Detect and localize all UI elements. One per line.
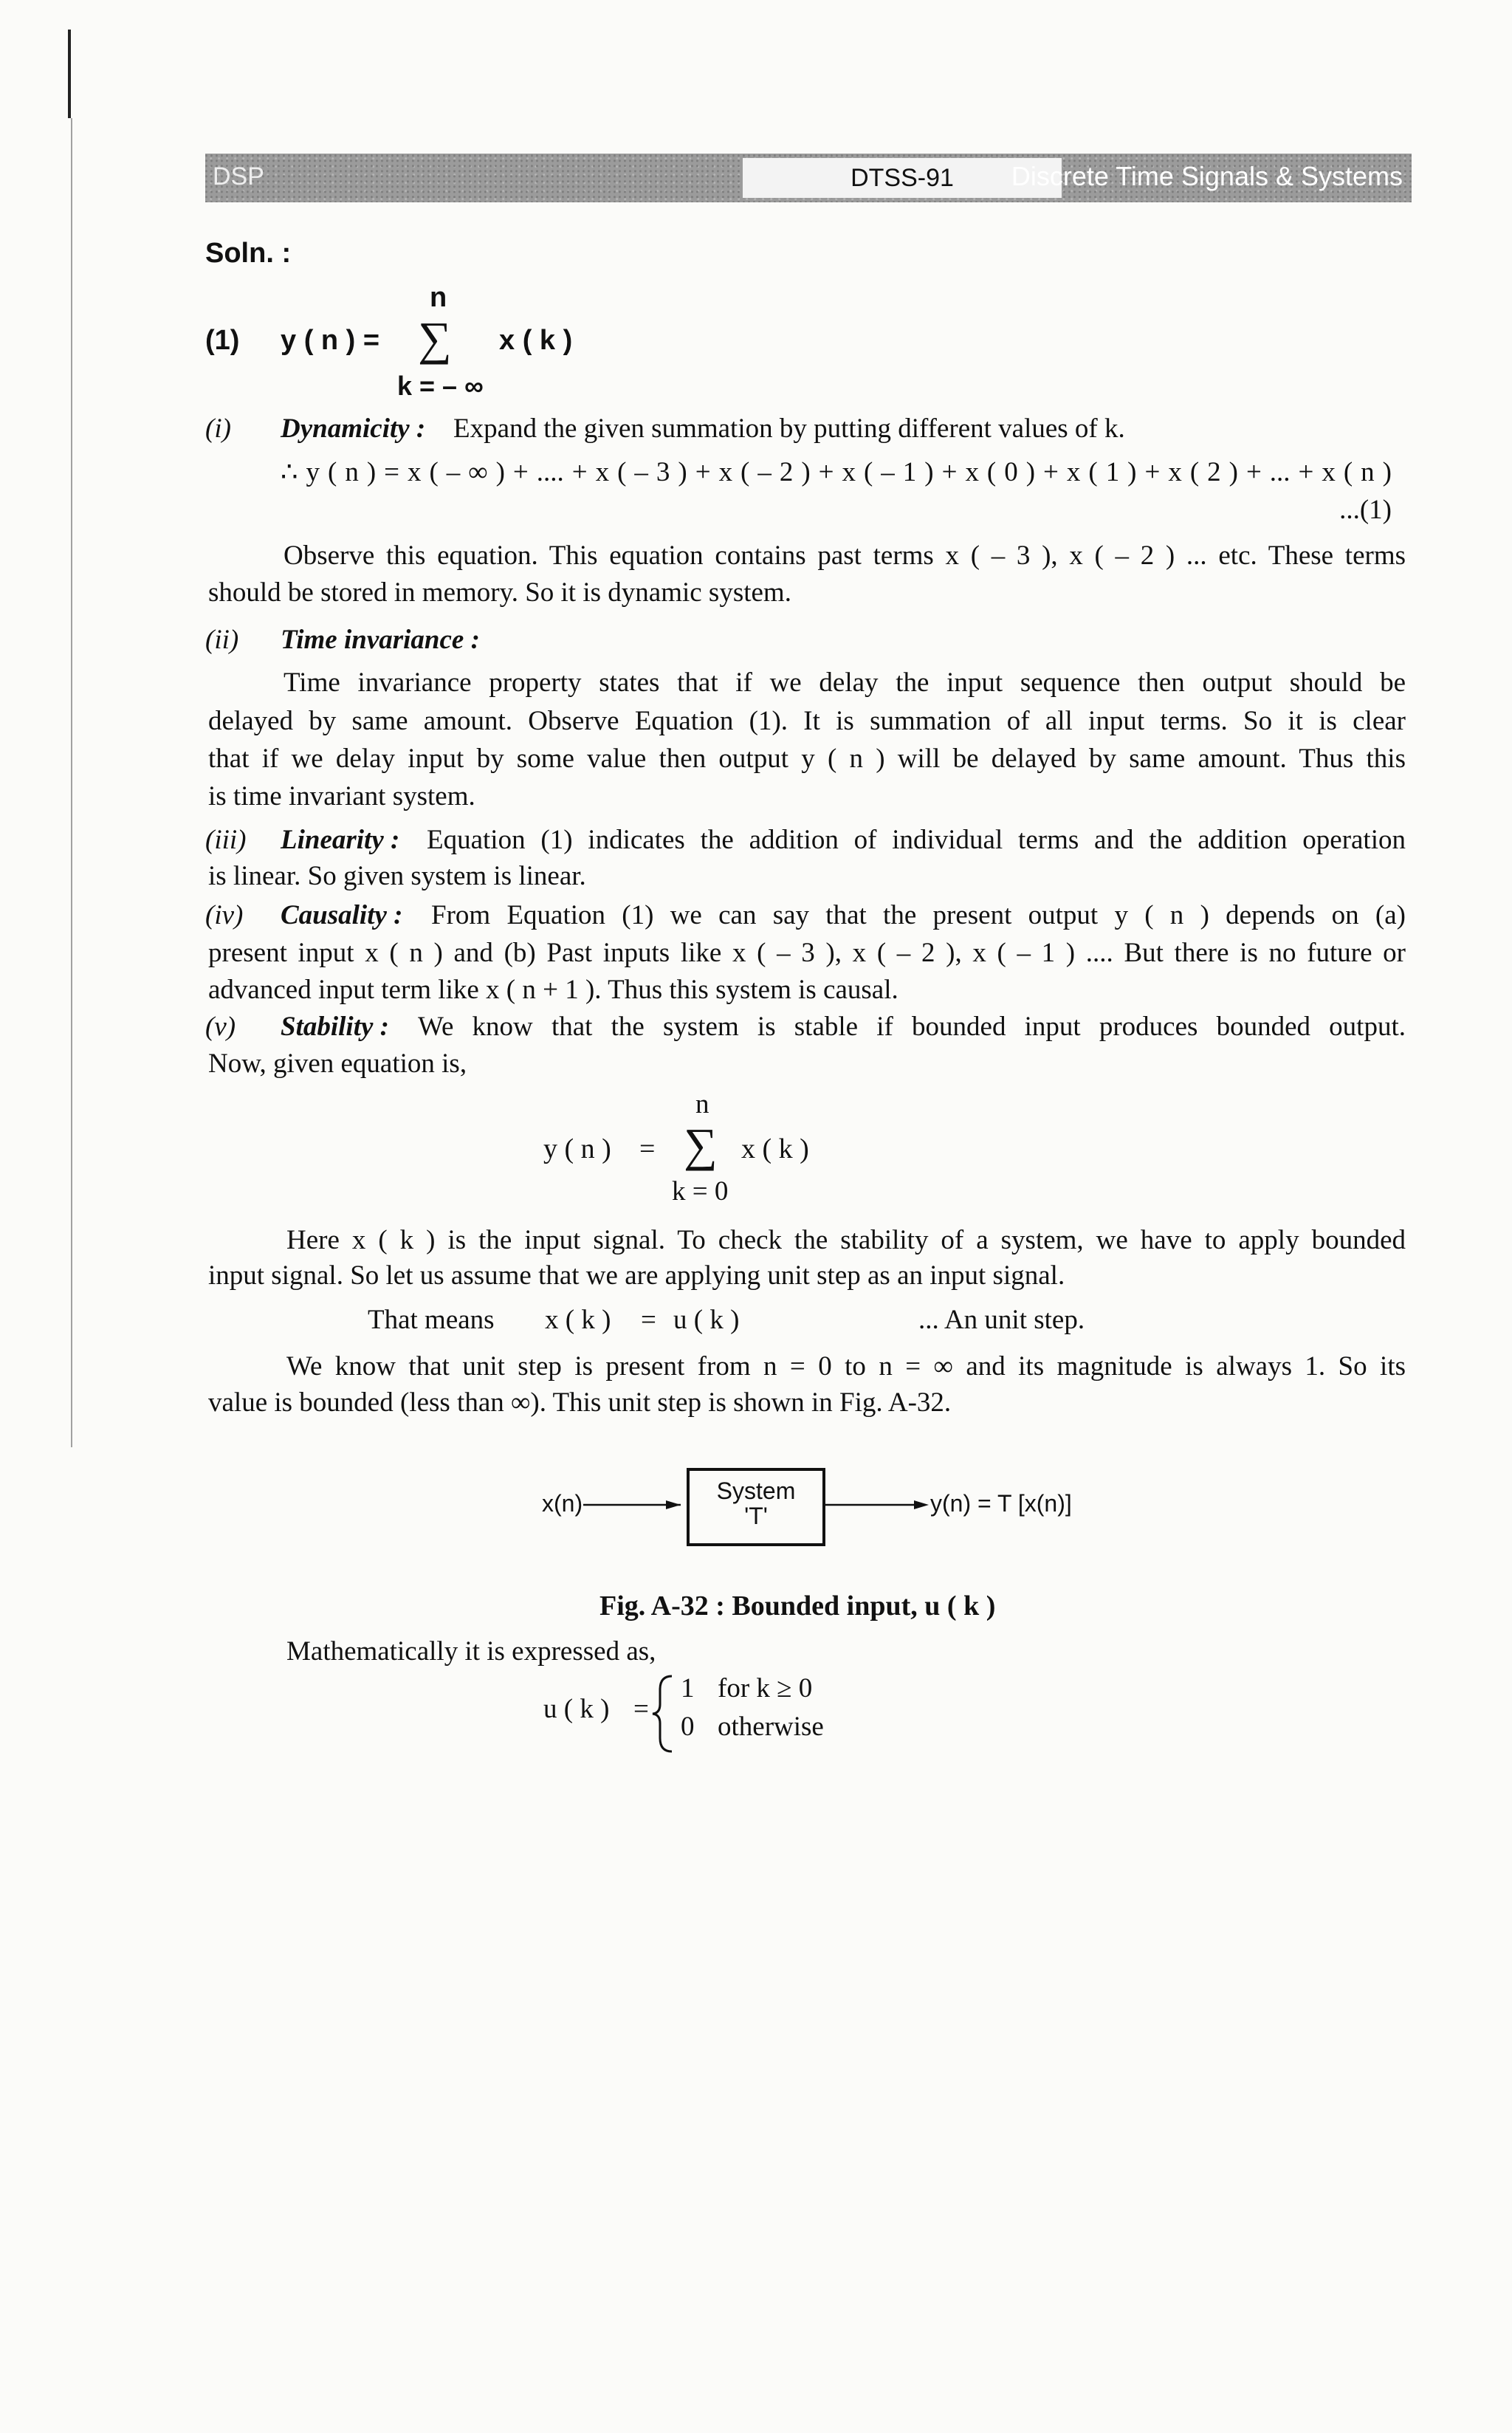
eq2-lower: k = 0 (672, 1176, 729, 1207)
eq2-lhs: y ( n ) (543, 1133, 611, 1164)
that-means-note: ... An unit step. (918, 1305, 1085, 1335)
eq1-term: x ( k ) (499, 325, 573, 356)
that-means-label: That means (368, 1305, 495, 1335)
fig-output-label: y(n) = T [x(n)] (930, 1490, 1072, 1517)
eq2-sum-symbol: ∑ (684, 1119, 718, 1171)
dynamicity-text: Expand the given summation by putting different values of k. (453, 413, 1125, 444)
stability-line2: Now, given equation is, (208, 1049, 467, 1079)
that-means-equals: = (641, 1305, 656, 1335)
here-para-line1: Here x ( k ) is the input signal. To check the stability of a system, we have to apply bounded (286, 1225, 1406, 1255)
system-box-label (688, 1478, 824, 1528)
eq2-term: x ( k ) (741, 1133, 809, 1164)
stability-number: (v) (205, 1012, 236, 1042)
causality-line2: present input x ( n ) and (b) Past inputs like x ( – 3 ), x ( – 2 ), x ( – 1 ) .... But there is no future or (208, 938, 1406, 968)
input-arrowhead (666, 1500, 681, 1509)
linearity-line2: is linear. So given system is linear. (208, 861, 586, 891)
case1-condition: for k ≥ 0 (718, 1673, 813, 1703)
time-invariance-line2: delayed by same amount. Observe Equation (1). It is summation of all input terms. So it is clear (208, 706, 1406, 736)
dynamicity-para-line2: should be stored in memory. So it is dynamic system. (208, 577, 791, 608)
output-arrowhead (914, 1500, 929, 1509)
piecewise-brace (650, 1673, 679, 1754)
eq1-number: (1) (205, 325, 240, 356)
causality-line3: advanced input term like x ( n + 1 ). Thus this system is causal. (208, 975, 898, 1005)
dynamicity-number: (i) (205, 413, 231, 444)
system-box-line1: System (716, 1478, 796, 1504)
page-header-band (205, 154, 1412, 202)
case2-value: 0 (681, 1712, 695, 1742)
time-invariance-line3: that if we delay input by some value then output y ( n ) will be delayed by same amount. Thus this (208, 744, 1406, 774)
case1-value: 1 (681, 1673, 695, 1703)
system-box-line2: 'T' (744, 1503, 768, 1529)
stability-heading: Stability : (281, 1012, 389, 1042)
stability-line1: We know that the system is stable if bounded input produces bounded output. (418, 1012, 1406, 1042)
binding-shadow (71, 118, 72, 1447)
eq1-upper: n (430, 282, 447, 313)
math-equals: = (633, 1694, 649, 1724)
eq2-upper: n (695, 1089, 709, 1119)
here-para-line2: input signal. So let us assume that we are applying unit step as an input signal. (208, 1260, 1065, 1291)
case2-condition: otherwise (718, 1712, 824, 1742)
math-intro: Mathematically it is expressed as, (286, 1636, 656, 1667)
eq1-lhs: y ( n ) = (281, 325, 380, 356)
figure-caption: Fig. A-32 : Bounded input, u ( k ) (599, 1590, 996, 1622)
causality-number: (iv) (205, 900, 244, 930)
causality-heading: Causality : (281, 900, 403, 930)
time-invariance-line4: is time invariant system. (208, 781, 475, 811)
soln-label: Soln. : (205, 238, 292, 269)
header-left-tag: DSP (213, 162, 264, 191)
fig-input-label: x(n) (542, 1490, 583, 1517)
eq1-lower: k = – ∞ (397, 371, 484, 401)
causality-line1: From Equation (1) we can say that the present output y ( n ) depends on (a) (431, 900, 1406, 930)
that-means-rhs: u ( k ) (673, 1305, 740, 1335)
chapter-title: Discrete Time Signals & Systems (1011, 161, 1403, 191)
unit-step-para-line1: We know that unit step is present from n = 0 to n = ∞ and its magnitude is always 1. So its (286, 1351, 1406, 1382)
equation-tag-1: ...(1) (1339, 495, 1392, 525)
eq1-sum-symbol: ∑ (418, 312, 452, 365)
linearity-number: (iii) (205, 825, 247, 855)
linearity-heading: Linearity : (281, 825, 400, 855)
unit-step-para-line2: value is bounded (less than ∞). This unit step is shown in Fig. A-32. (208, 1387, 952, 1418)
time-invariance-line1: Time invariance property states that if we delay the input sequence then output should be (284, 668, 1406, 698)
dynamicity-expansion: ∴ y ( n ) = x ( – ∞ ) + .... + x ( – 3 ) + x ( – 2 ) + x ( – 1 ) + x ( 0 ) + x ( 1 ) + x ( 2 ) + ... + x ( n ) (281, 457, 1392, 487)
linearity-line1: Equation (1) indicates the addition of individual terms and the addition operation (427, 825, 1406, 855)
dynamicity-heading: Dynamicity : (281, 413, 426, 444)
math-lhs: u ( k ) (543, 1694, 610, 1724)
binding-edge (68, 30, 71, 118)
time-invariance-number: (ii) (205, 625, 239, 655)
eq2-equals: = (639, 1133, 656, 1164)
that-means-lhs: x ( k ) (545, 1305, 611, 1335)
page-code: DTSS-91 (743, 158, 1062, 198)
time-invariance-heading: Time invariance : (281, 625, 480, 655)
dynamicity-para-line1: Observe this equation. This equation contains past terms x ( – 3 ), x ( – 2 ) ... etc. These terms (284, 541, 1406, 571)
